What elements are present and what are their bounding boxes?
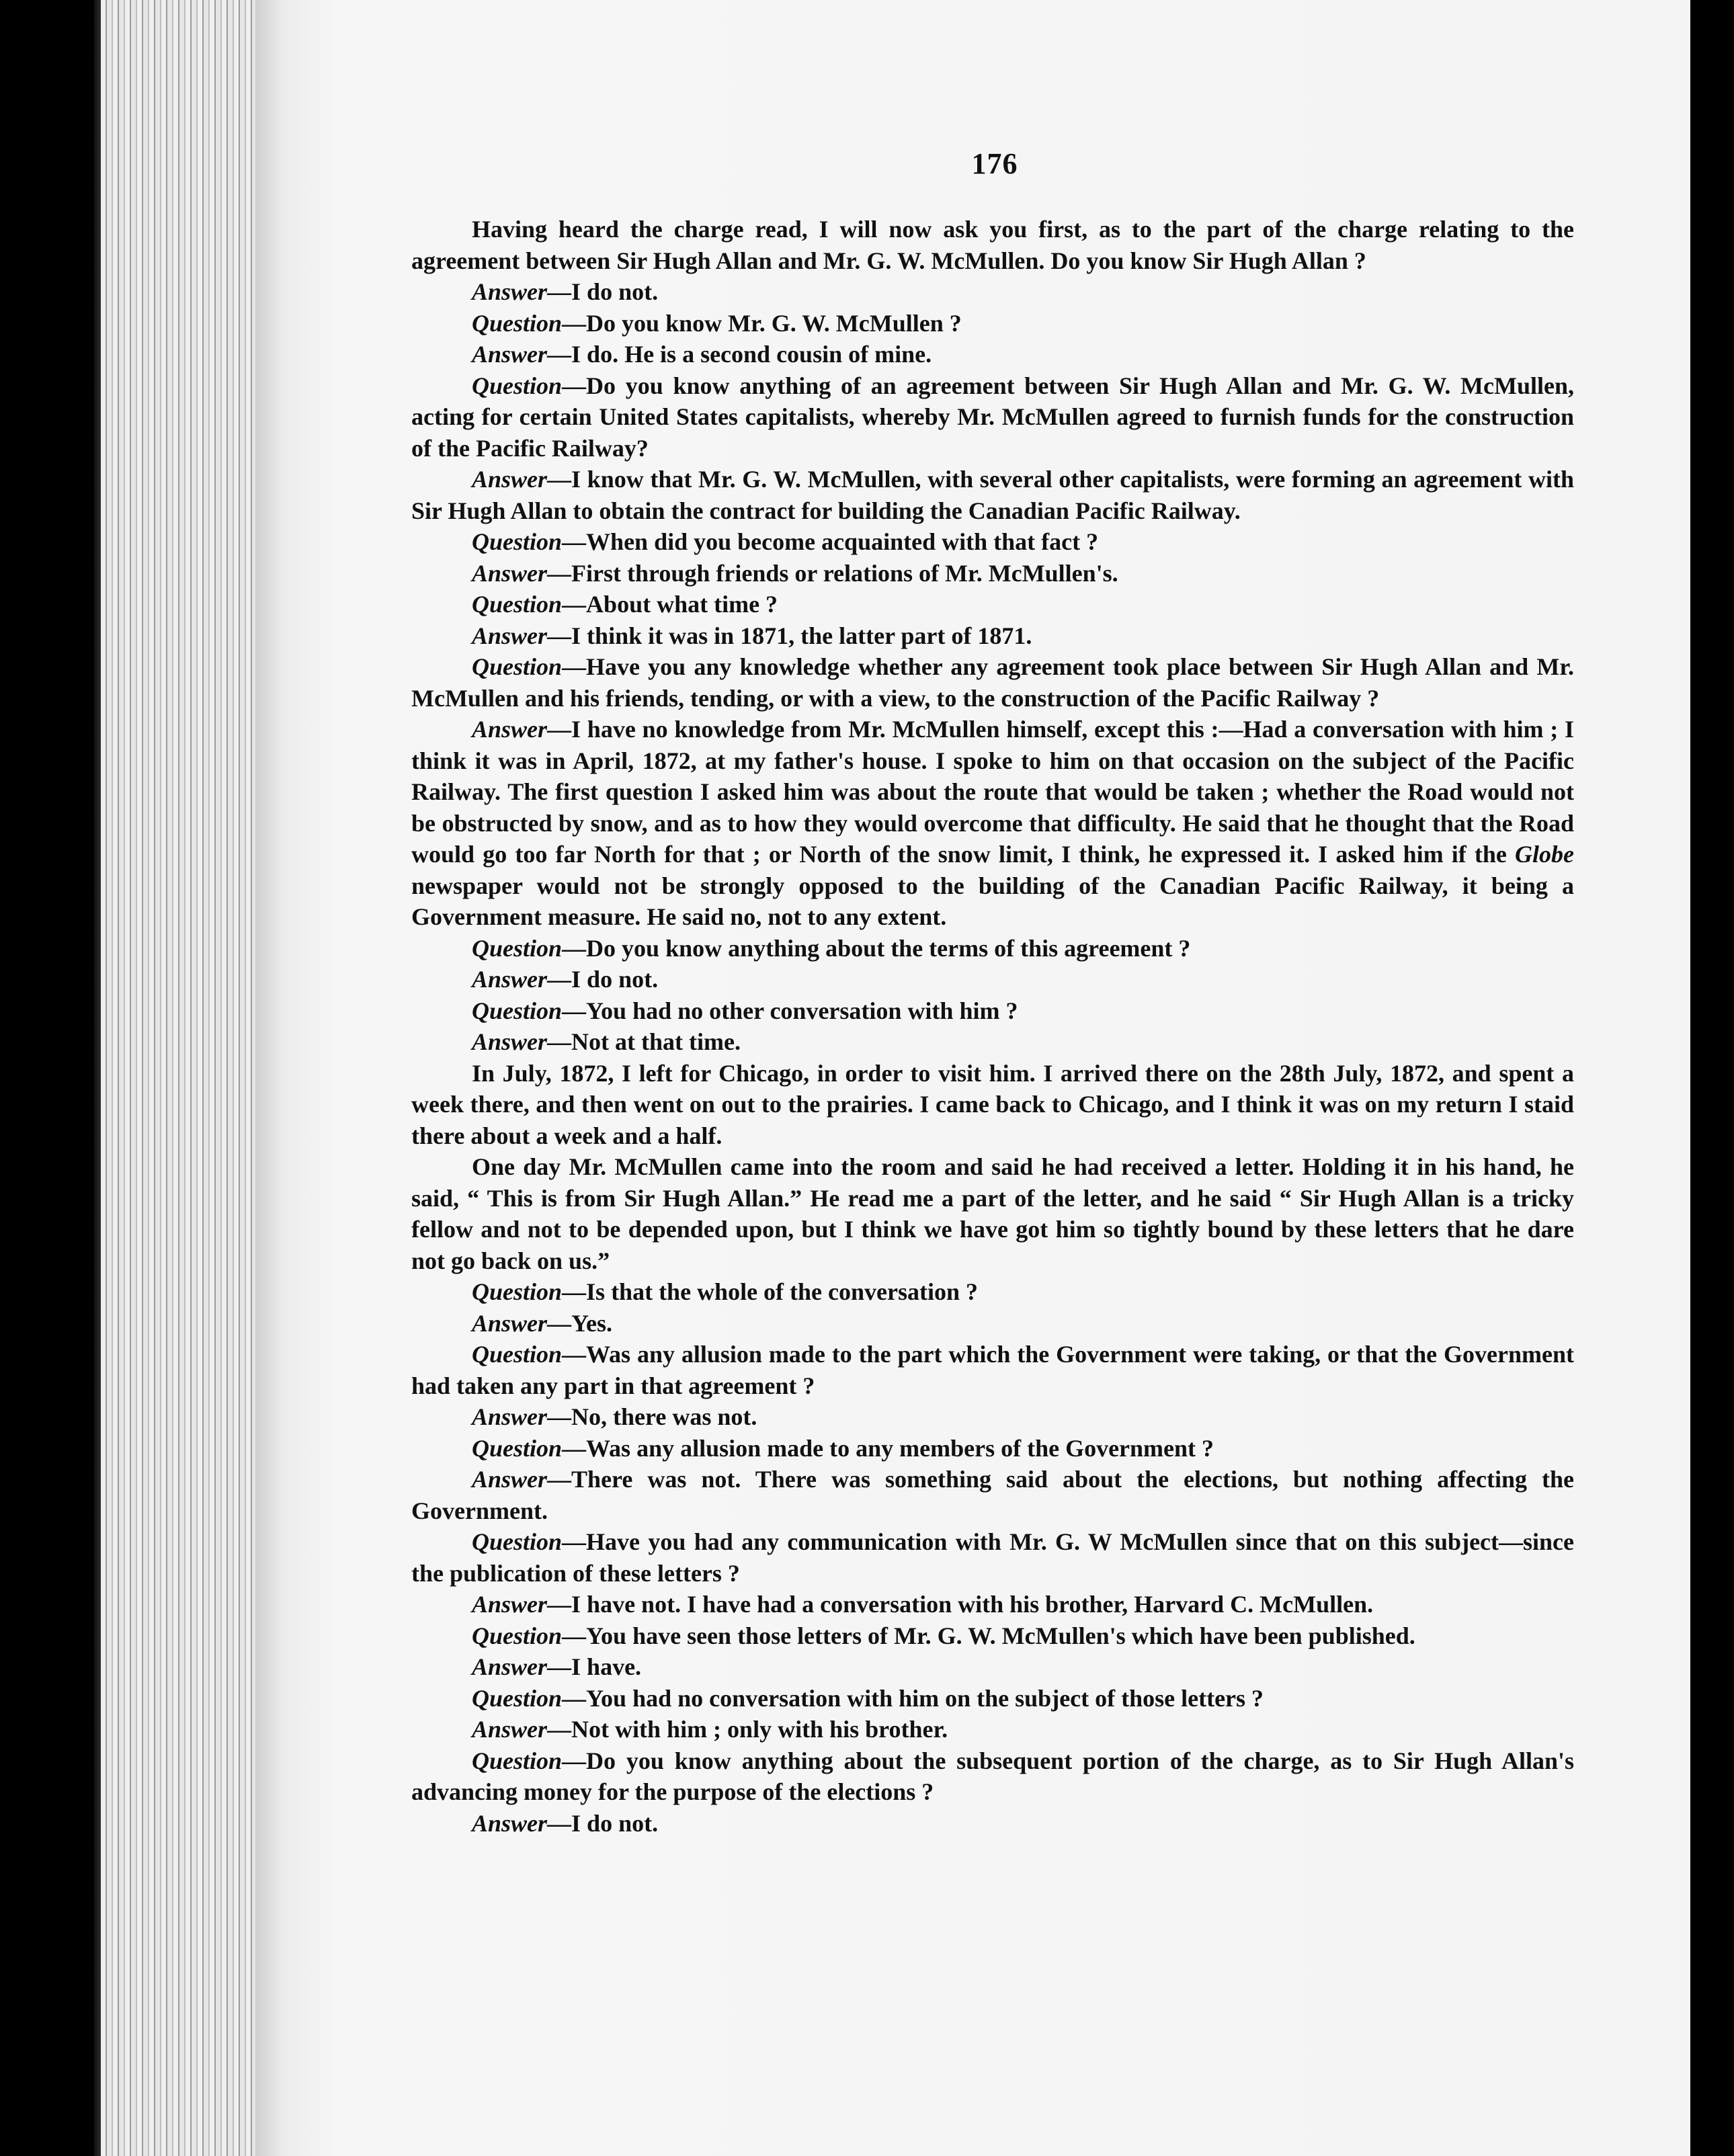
narrative-paragraph-1: In July, 1872, I left for Chicago, in order to visit him. I arrived there on the 28th July, 1872, and spent a week there, and then went on out to the prairies. I came back to Chicago, and I think it was on my return I staid there about a week and a half. — [411, 1059, 1574, 1149]
qa-line — [411, 589, 1574, 620]
qa-text: —First through friends or relations of Mr. McMullen's. — [547, 559, 1118, 587]
qa-text: —No, there was not. — [547, 1403, 757, 1430]
qa-label: Answer — [472, 1403, 548, 1430]
qa-text: —I know that Mr. G. W. McMullen, with several other capitalists, were forming an agreement with Sir Hugh Allan to obtain the contract for building the Canadian Pacific Railway. — [411, 466, 1574, 524]
qa-label: Question — [472, 653, 563, 680]
qa-line — [411, 620, 1574, 652]
qa-label: Question — [472, 1684, 563, 1712]
qa-label: Question — [472, 1434, 563, 1462]
qa-label: Answer — [472, 1591, 548, 1618]
qa-label: Question — [472, 372, 563, 399]
page-edges — [101, 0, 255, 2156]
qa-line — [411, 1401, 1574, 1433]
qa-line — [411, 1651, 1574, 1683]
qa-text: —Yes. — [547, 1309, 613, 1337]
qa-text: —About what time ? — [562, 591, 778, 618]
qa-label: Answer — [472, 278, 548, 305]
qa-label: Answer — [472, 716, 548, 743]
narrative-paragraph-2: One day Mr. McMullen came into the room and said he had received a letter. Holding it in his hand, he said, “ This is from Sir Hugh Allan.” He read me a part of the letter, and he said “ Sir Hugh Allan is a tricky fellow and not to be depended upon, but I think we have got him so tightly bound by these letters that he dare not go back on us.” — [411, 1153, 1574, 1274]
qa-label: Answer — [472, 1653, 548, 1680]
qa-line — [411, 1714, 1574, 1745]
qa-label: Question — [472, 1747, 563, 1774]
qa-label: Question — [472, 309, 563, 337]
qa-text: —Do you know anything about the terms of this agreement ? — [562, 934, 1191, 962]
qa-line — [411, 1433, 1574, 1464]
right-border — [1690, 0, 1734, 2156]
qa-line — [411, 308, 1574, 339]
qa-block-2 — [411, 933, 1574, 1058]
qa-block-3 — [411, 1276, 1574, 1839]
qa-text: —Is that the whole of the conversation ? — [562, 1278, 979, 1305]
qa-label: Answer — [472, 1716, 548, 1743]
qa-label: Answer — [472, 1466, 548, 1493]
qa-label: Answer — [472, 1309, 548, 1337]
qa-line — [411, 276, 1574, 308]
qa-text: —Do you know anything of an agreement between Sir Hugh Allan and Mr. G. W. McMullen, acting for certain United States capitalists, whereby Mr. McMullen agreed to furnish funds for the construction of the Pacific Railway? — [411, 372, 1574, 462]
qa-label: Question — [472, 528, 563, 555]
qa-line — [411, 1308, 1574, 1339]
qa-text: —You have seen those letters of Mr. G. W. McMullen's which have been published. — [562, 1622, 1415, 1649]
page-number: 176 — [971, 147, 1018, 180]
qa-line — [411, 558, 1574, 589]
qa-label: Question — [472, 1622, 563, 1649]
qa-line — [411, 1620, 1574, 1652]
qa-label: Answer — [472, 1809, 548, 1837]
qa-label: Question — [472, 1278, 563, 1305]
long-answer-part2: newspaper would not be strongly opposed to the building of the Canadian Pacific Railway, it being a Government measure. He said no, not to any extent. — [411, 872, 1574, 930]
qa-text: —I do. He is a second cousin of mine. — [547, 341, 932, 368]
qa-label: Question — [472, 1528, 563, 1555]
qa-line — [411, 933, 1574, 964]
qa-label: Answer — [472, 622, 548, 649]
long-answer — [411, 714, 1574, 933]
qa-text: —Was any allusion made to any members of the Government ? — [562, 1434, 1214, 1462]
qa-text: —Not with him ; only with his brother. — [547, 1716, 948, 1743]
qa-text: —When did you become acquainted with that fact ? — [562, 528, 1099, 555]
qa-line — [411, 964, 1574, 995]
qa-label: Question — [472, 934, 563, 962]
qa-line — [411, 651, 1574, 714]
qa-line — [411, 1745, 1574, 1808]
qa-text: —Do you know Mr. G. W. McMullen ? — [562, 309, 962, 337]
qa-line — [411, 1589, 1574, 1620]
qa-text: —You had no other conversation with him ? — [562, 997, 1018, 1024]
qa-text: —I have. — [547, 1653, 642, 1680]
qa-line — [411, 1683, 1574, 1714]
qa-label: Answer — [472, 341, 548, 368]
qa-line — [411, 464, 1574, 526]
qa-line — [411, 1026, 1574, 1058]
qa-text: —I do not. — [547, 278, 659, 305]
qa-text: —I have not. I have had a conversation with his brother, Harvard C. McMullen. — [547, 1591, 1374, 1618]
qa-line — [411, 1464, 1574, 1526]
qa-text: —Have you any knowledge whether any agreement took place between Sir Hugh Allan and Mr. McMullen and his friends, tending, or with a view, to the construction of the Pacific Railway ? — [411, 653, 1574, 712]
qa-label: Question — [472, 1341, 563, 1368]
book-page — [255, 0, 1690, 2156]
qa-text: —I do not. — [547, 1809, 659, 1837]
qa-line — [411, 526, 1574, 558]
qa-text: —You had no conversation with him on the subject of those letters ? — [562, 1684, 1264, 1712]
qa-label: Answer — [472, 1028, 548, 1055]
newspaper-name: Globe — [1515, 841, 1574, 868]
qa-line — [411, 339, 1574, 370]
qa-label: Answer — [472, 966, 548, 993]
intro-paragraph: Having heard the charge read, I will now ask you first, as to the part of the charge relating to the agreement between Sir Hugh Allan and Mr. G. W. McMullen. Do you know Sir Hugh Allan ? — [411, 216, 1574, 274]
qa-label: Question — [472, 997, 563, 1024]
qa-text: —I think it was in 1871, the latter part of 1871. — [547, 622, 1032, 649]
qa-line — [411, 370, 1574, 464]
qa-line — [411, 1808, 1574, 1839]
qa-label: Question — [472, 591, 563, 618]
qa-label: Answer — [472, 559, 548, 587]
qa-label: Answer — [472, 466, 548, 493]
qa-text: —Was any allusion made to the part which the Government were taking, or that the Government had taken any part in that agreement ? — [411, 1341, 1574, 1399]
long-answer-part1: —I have no knowledge from Mr. McMullen himself, except this :—Had a conversation with him ; I think it was in April, 1872, at my father's house. I spoke to him on that occasion on the subject of the Pacific Railway. The first question I asked him was about the route that would be taken ; whether the Road would not be obstructed by snow, and as to how they would overcome that difficulty. He said that he thought that the Road would go too far North for that ; or North of the snow limit, I think, he expressed it. I asked him if the — [411, 716, 1574, 868]
qa-text: —I do not. — [547, 966, 659, 993]
qa-line — [411, 1339, 1574, 1401]
qa-line — [411, 1526, 1574, 1589]
page-body — [411, 214, 1574, 1839]
qa-line — [411, 1276, 1574, 1308]
qa-text: —Not at that time. — [547, 1028, 741, 1055]
qa-text: —Do you know anything about the subsequent portion of the charge, as to Sir Hugh Allan's advancing money for the purpose of the elections ? — [411, 1747, 1574, 1805]
qa-block-1 — [411, 276, 1574, 714]
qa-text: —There was not. There was something said about the elections, but nothing affecting the Government. — [411, 1466, 1574, 1524]
qa-text: —Have you had any communication with Mr. G. W McMullen since that on this subject—since the publication of these letters ? — [411, 1528, 1574, 1587]
qa-line — [411, 995, 1574, 1027]
